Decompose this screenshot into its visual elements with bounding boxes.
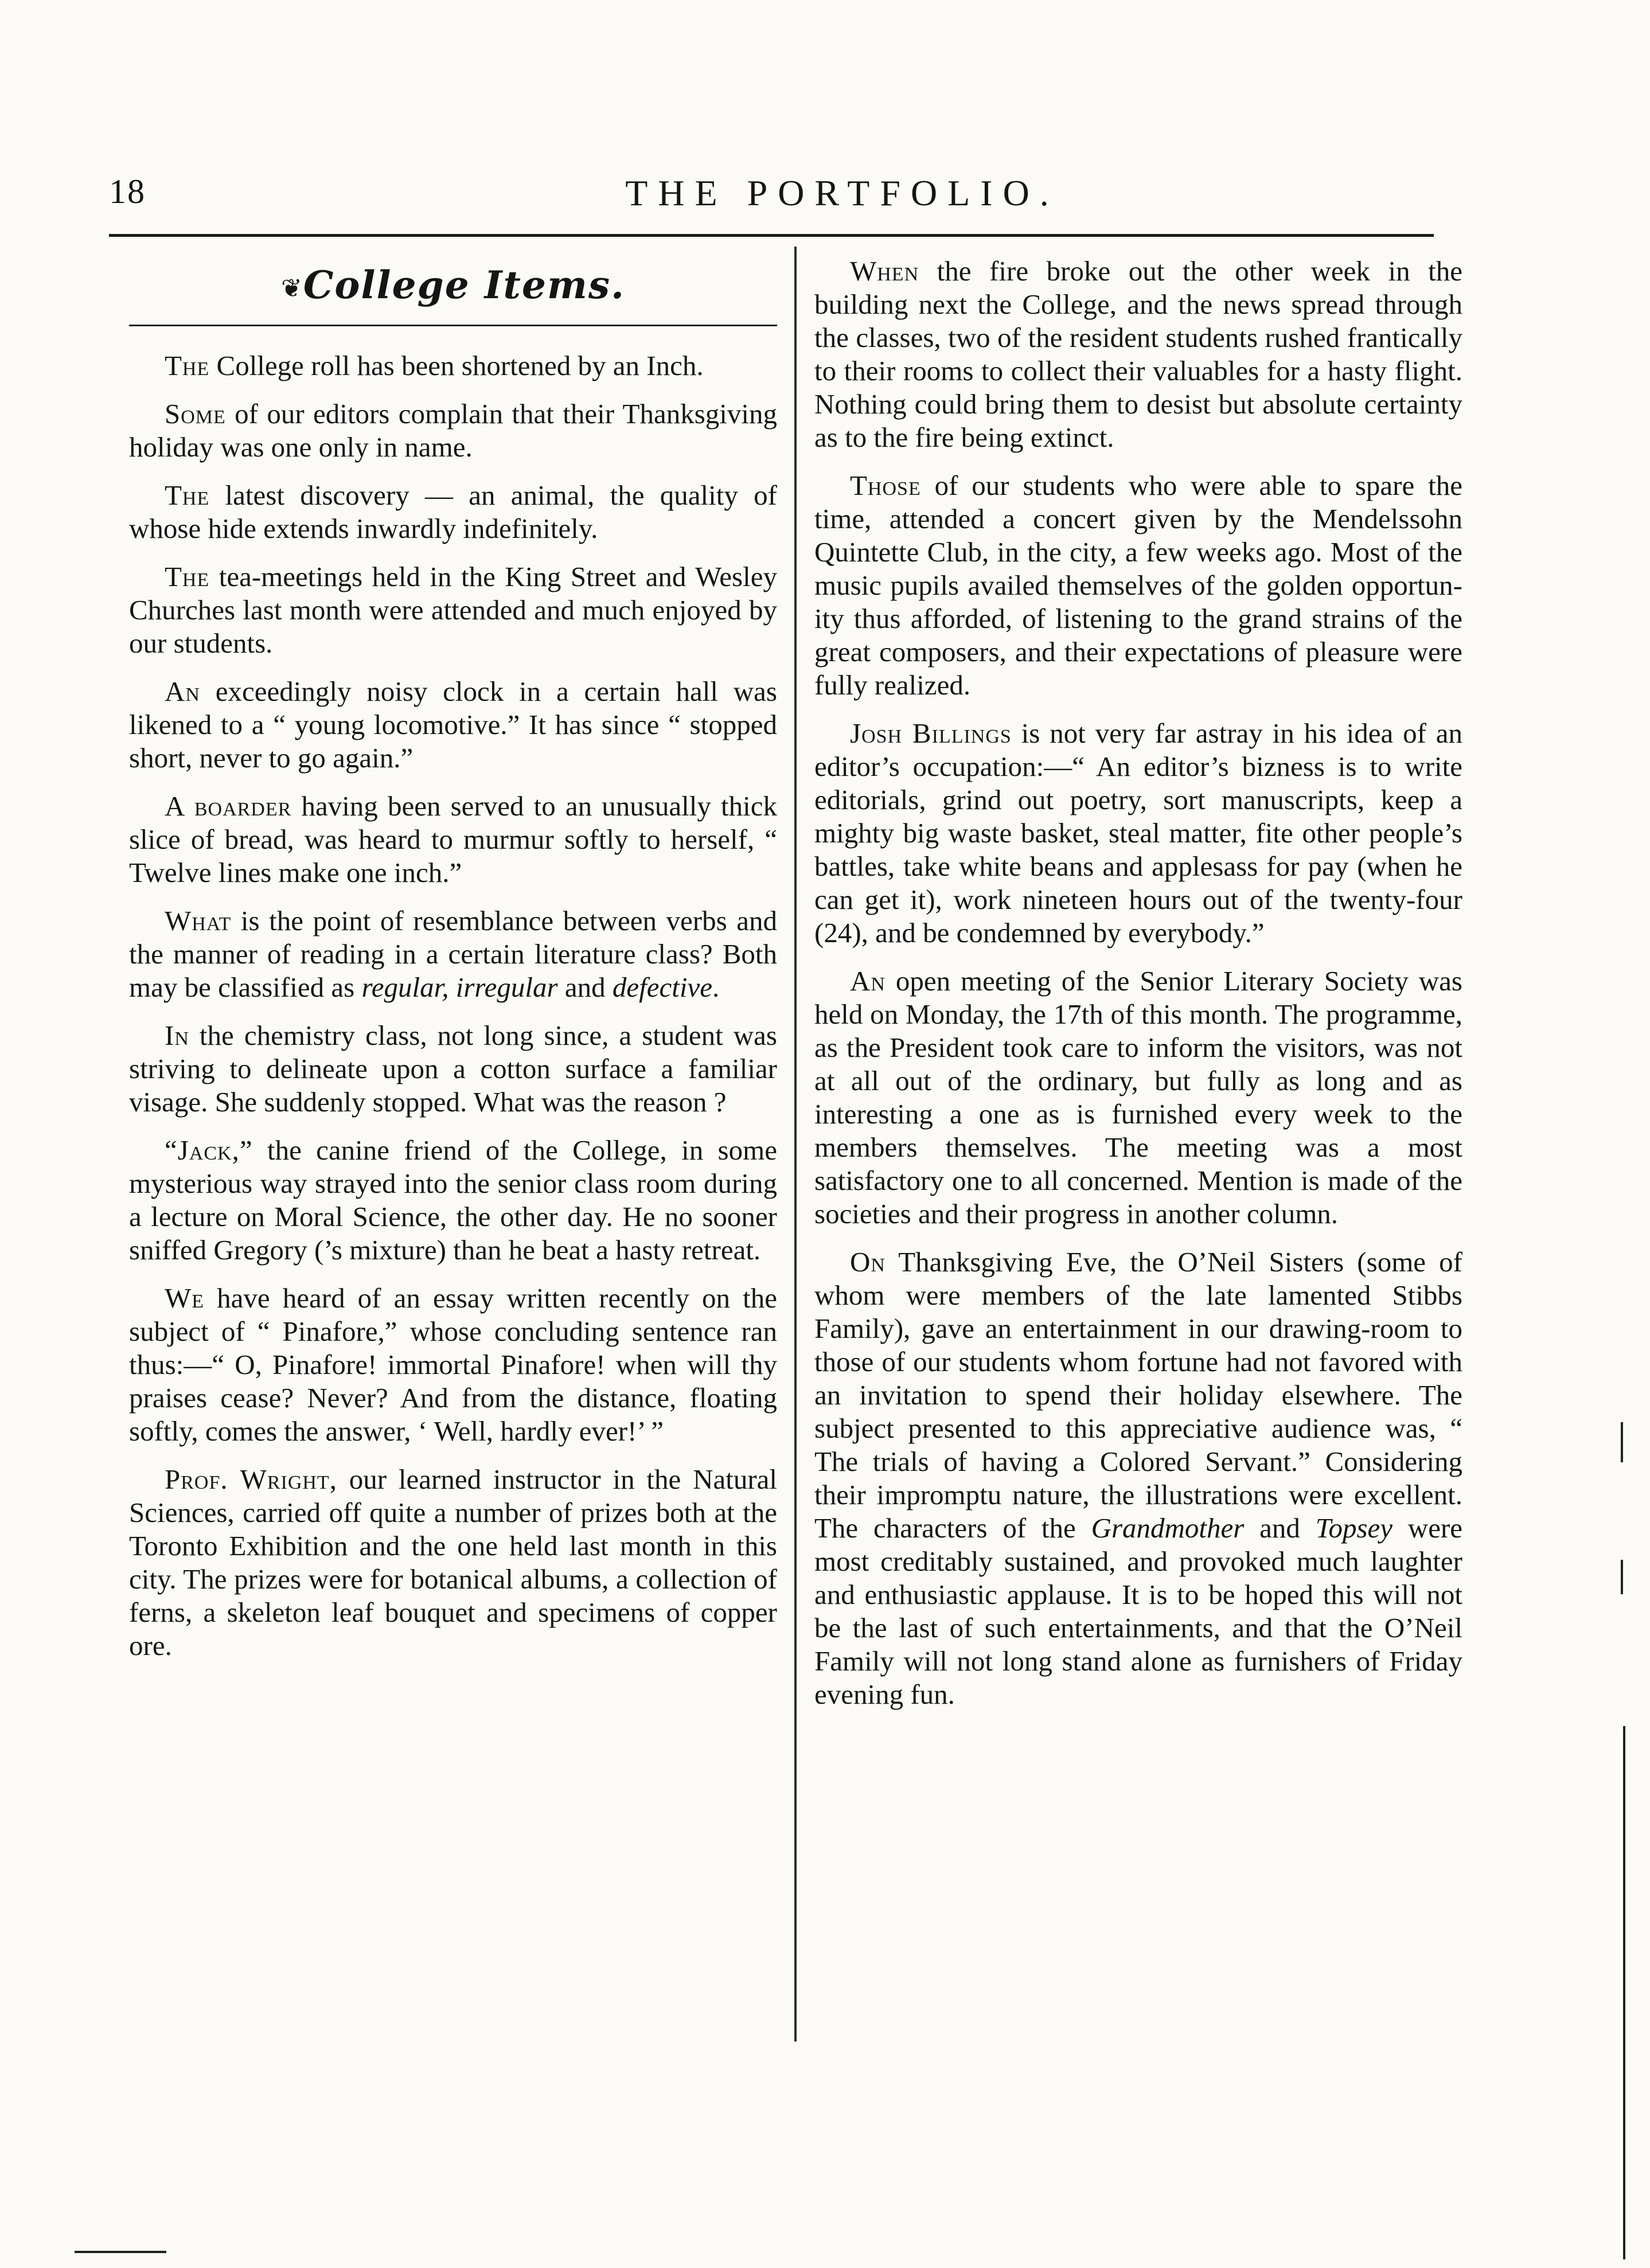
news-item [129, 349, 777, 382]
section-title [129, 263, 777, 307]
running-title: THE PORTFOLIO. [625, 173, 1059, 213]
news-item-text: the canine friend of the College, in some mysterious way strayed into the senior class room during a lecture on Moral Science, the other day. He no sooner sniffed Gregory (’s mixture) than he beat a hasty retreat. [129, 1134, 777, 1266]
news-item-lead: “Jack,” [165, 1134, 253, 1166]
news-item-italic2: Topsey [1315, 1512, 1393, 1544]
news-item-text: the chemistry class, not long since, a student was striving to delineate upon a cotton surface a familiar visage. She suddenly stopped. What was the reason ? [129, 1020, 777, 1118]
page-header [0, 0, 1650, 241]
news-item [129, 790, 777, 889]
footer-rule [75, 2251, 166, 2253]
news-item-text: College roll has been shortened by an Inch. [209, 350, 704, 381]
news-item-lead: A boarder [165, 790, 292, 822]
margin-mark [1621, 1422, 1623, 1462]
news-item-text: exceedingly noisy clock in a certain hall was likened to a “ young locomotive.” It has since “ stopped short, never to go again.” [129, 676, 777, 774]
page-number: 18 [109, 173, 146, 210]
news-item [814, 965, 1462, 1231]
news-item-text: tea-meetings held in the King Street and Wesley Churches last month were attended and much enjoyed by our students. [129, 561, 777, 659]
news-item [129, 1282, 777, 1448]
news-item [129, 1134, 777, 1267]
news-item-mid: and [557, 971, 613, 1003]
news-item-text: having been served to an unusually thick slice of bread, was heard to murmur softly to herself, “ Twelve lines make one inch.” [129, 790, 777, 888]
news-item [814, 1246, 1462, 1711]
news-item-text: is not very far astray in his idea of an editor’s occupation:—“ An editor’s bizness is to write editorials, grind out poetry, sort manuscripts, keep a mighty big waste basket, steal matter, fite other people’s battles, take white beans and applesass for pay (when he can get it), work nineteen hours out of the twenty-four (24), and be condemned by everybody.” [814, 717, 1463, 948]
section-title-text: College Items. [303, 263, 625, 307]
news-item-text: open meeting of the Senior Literary Society was held on Monday, the 17th of this month. The programme, as the President took care to inform the visitors, was not at all out of the ordinary, but fully as long and as interesting a one as is furnished every week to the members themselves. The meeting was a most satisfactory one to all concerned. Mention is made of the societies and their progress in another column. [814, 965, 1462, 1229]
news-item [129, 397, 777, 464]
margin-mark [1621, 1560, 1623, 1594]
news-item-lead: The [165, 479, 210, 511]
news-item-lead: Prof. Wright, [165, 1463, 337, 1495]
news-item-italic2: defective [612, 971, 712, 1003]
news-item-text: of our students who were able to spare the time, attended a concert given by the Mendelssohn Quintette Club, in the city, a few weeks ago. Most of the music pupils availed themselves of the golden opportunity thus afforded, of listening to the grand strains of the great composers, and their expectations of pleasure were fully realized. [814, 470, 1462, 701]
news-item [129, 479, 777, 545]
news-item [129, 675, 777, 775]
header-rule [109, 234, 1434, 237]
news-item-text: our learned instructor in the Natural Sciences, carried off quite a number of prizes both at the Toronto Exhibition and the one held last month in this city. The prizes were for botanical albums, a collection of ferns, a skeleton leaf bouquet and specimens of copper ore. [129, 1463, 777, 1661]
news-item-lead: Some [165, 398, 226, 430]
news-item-lead: An [165, 676, 200, 707]
news-item-text: latest discovery — an animal, the quality of whose hide extends inwardly indefinitely. [129, 479, 777, 544]
news-item [814, 255, 1462, 454]
news-item-text: have heard of an essay written recently on the subject of “ Pinafore,” whose concluding sentence ran thus:—“ O, Pinafore! immortal Pinafore! when will thy praises cease? Never? And from the distance, floating softly, comes the answer, ‘ Well, hardly ever!’ ” [129, 1282, 777, 1447]
news-item-lead: Josh Billings [850, 717, 1012, 749]
news-item-italic: Grandmother [1091, 1512, 1245, 1544]
news-item-lead: An [850, 965, 886, 997]
news-item [814, 469, 1462, 702]
title-rule [129, 325, 777, 326]
ornament-left-icon: ❦ [281, 274, 303, 303]
news-item [814, 717, 1462, 950]
news-item-text: of our editors complain that their Thanksgiving holiday was one only in name. [129, 398, 777, 463]
news-item-lead: The [165, 561, 210, 592]
news-item [129, 1019, 777, 1119]
news-item-lead: On [850, 1246, 886, 1278]
news-item-italic: regular, irregular [361, 971, 558, 1003]
right-column [814, 247, 1462, 1726]
right-items [814, 255, 1462, 1711]
news-item-text: the fire broke out the other week in the building next the College, and the news spread through the classes, two of the resident students rushed frantically to their rooms to collect their valuables for a hasty flight. Nothing could bring them to desist but absolute certainty as to the fire being extinct. [814, 255, 1462, 453]
news-item [129, 560, 777, 660]
news-item-lead: We [165, 1282, 205, 1314]
news-item-lead: The [165, 350, 210, 381]
news-item-text: is the point of resemblance between verbs and the manner of reading in a certain literature class? Both may be classified as [129, 905, 777, 1003]
news-item-end: . [712, 971, 720, 1003]
news-item-end: were most creditably sustained, and provoked much laughter and enthusiastic applause. It is to be hoped this will not be the last of such entertainments, and that the O’Neil Family will not long stand alone as furnishers of Friday evening fun. [814, 1512, 1463, 1710]
left-column [129, 247, 777, 1677]
news-item [129, 1463, 777, 1662]
news-item-lead: When [850, 255, 919, 287]
news-item-text: Thanksgiving Eve, the O’Neil Sisters (some of whom were members of the late lamented Stibbs Family), gave an entertainment in our drawing-room to those of our students whom fortune had not favored with an invitation to spend their holiday elsewhere. The subject presented to this appreciative audience was, “ The trials of having a Colored Servant.” Considering their impromptu nature, the illustrations were excellent. The characters of the [814, 1246, 1462, 1544]
margin-mark [1623, 1726, 1625, 2259]
left-items [129, 349, 777, 1662]
news-item-mid: and [1244, 1512, 1316, 1544]
news-item-lead: What [165, 905, 232, 936]
news-item-lead: Those [850, 470, 921, 501]
column-divider [794, 247, 797, 2041]
news-item-lead: In [165, 1020, 189, 1051]
news-item [129, 904, 777, 1004]
